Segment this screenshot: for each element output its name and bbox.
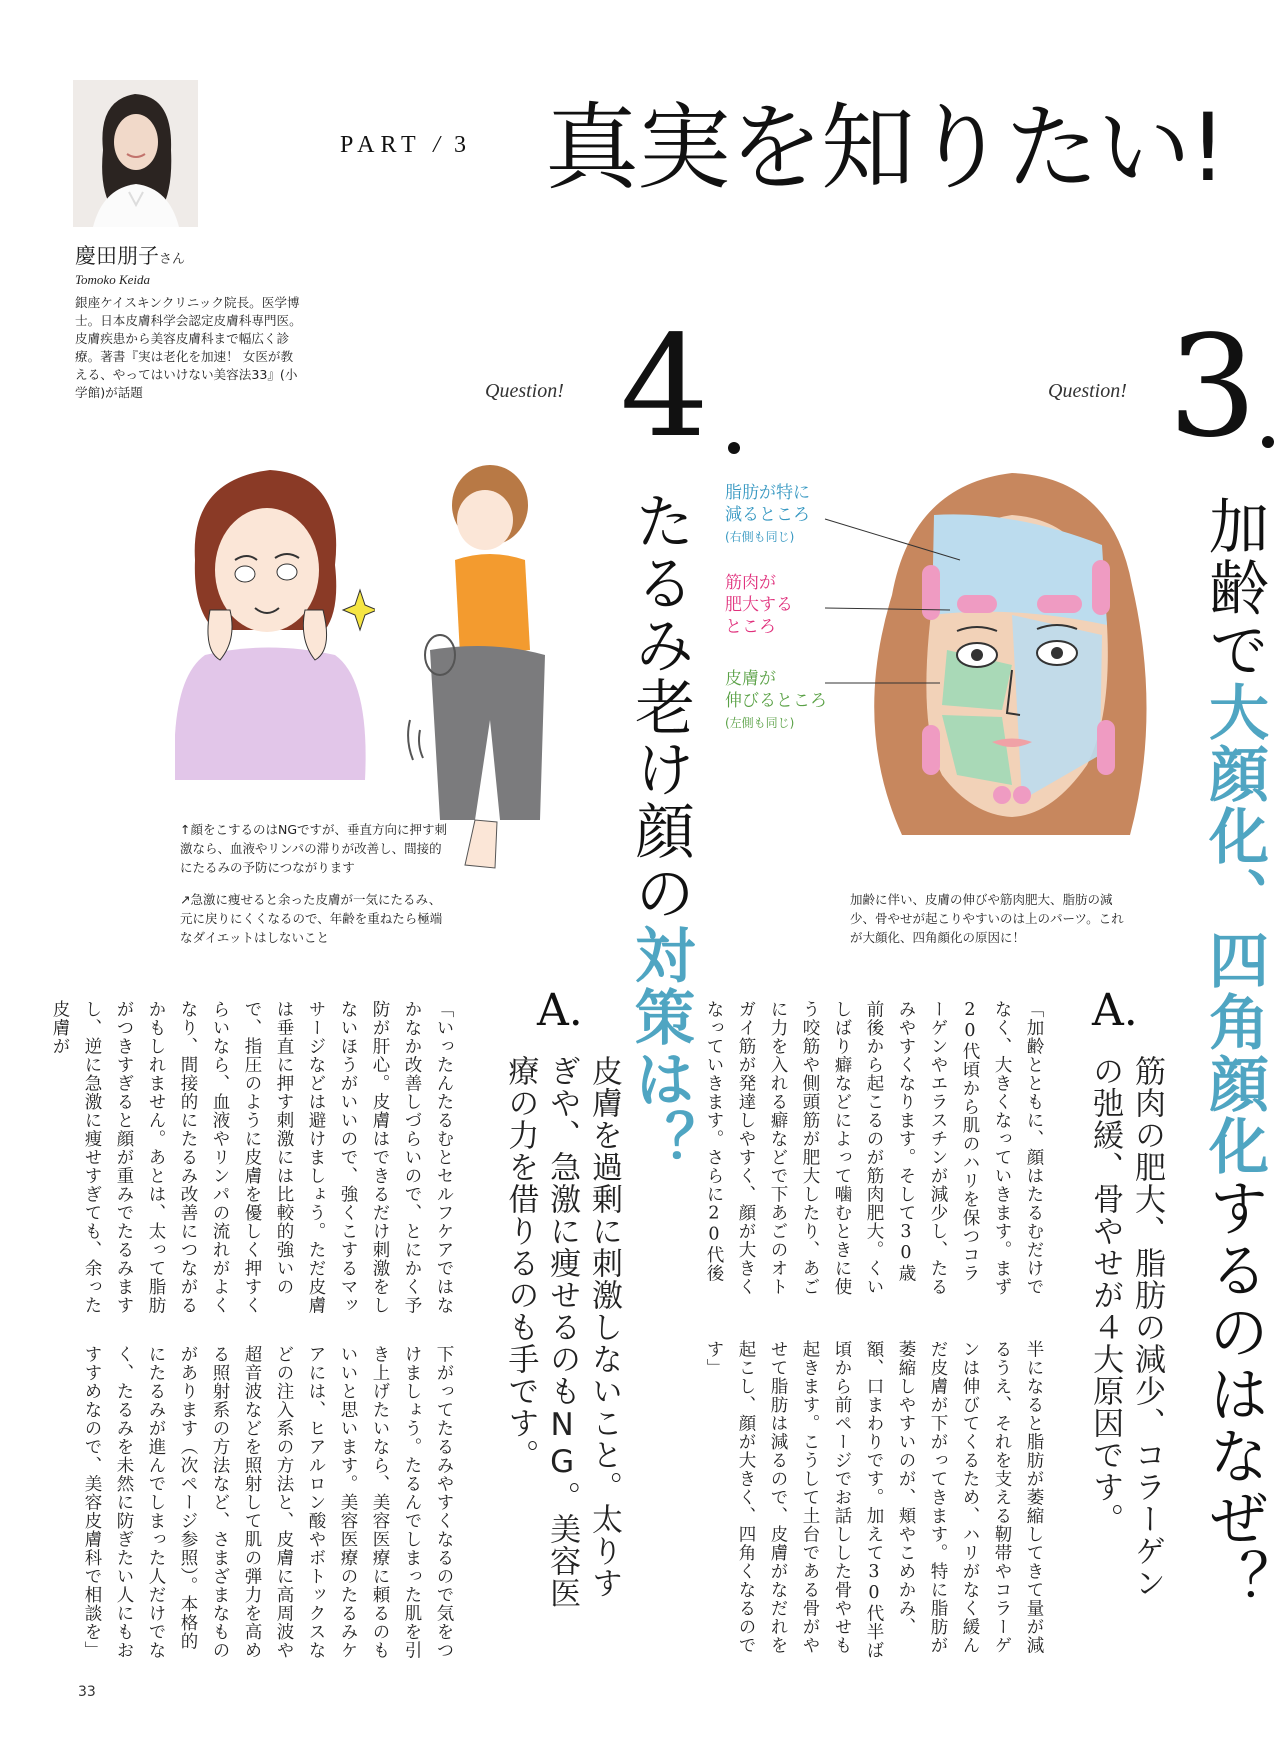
profile-photo — [73, 80, 198, 227]
q3-number: 3 — [1168, 306, 1258, 469]
label-skin-line2: 伸びるところ — [725, 691, 827, 711]
q3-answer-mark: A. — [1092, 985, 1138, 1036]
label-fat — [725, 482, 810, 548]
q3-body-lower: 半になると脂肪が萎縮してきて量が減るうえ、それを支える靭帯やコラーゲンは伸びてくるため、ハリがなく緩んだ皮膚が下がってきます。特に脂肪が萎縮しやすいのが、頬やこめかみ、額、口まわりです。加えて30代半ば頃から前ページでお話しした骨やせも起きます。こうして土台である骨がやせて脂肪は減るので、皮膚がなだれを起こし、顔が大きく、四角くなるのです」 — [704, 1340, 1044, 1660]
q3-answer-headline: 筋肉の肥大、脂肪の減少、コラーゲンの弛緩、骨やせが４大原因です。 — [1087, 1055, 1165, 1599]
q4-label: Question! — [485, 380, 564, 402]
q4-caption-face: ↑顔をこするのはNGですが、垂直方向に押す刺激なら、血液やリンパの滞りが改善し、間接的にたるみの予防につながります — [180, 822, 448, 875]
label-skin — [725, 668, 827, 734]
doctor-name-roman: Tomoko Keida — [75, 272, 150, 287]
q4-heading-highlight: 対策は？ — [625, 924, 695, 1172]
q4-caption-diet: ↗急激に痩せると余った皮膚が一気にたるみ、元に戻りにくくなるので、年齢を重ねたら極端なダイエットはしないこと — [180, 892, 443, 945]
label-muscle-line2: 肥大する — [725, 595, 793, 615]
q4-number: 4 — [620, 306, 710, 469]
doctor-name — [75, 240, 185, 270]
q3-heading — [1199, 495, 1269, 1675]
label-muscle — [725, 572, 793, 638]
q4-body-lower: 下がってたるみやすくなるので気をつけましょう。たるんでしまった肌を引き上げたいなら、美容医療に頼るのもいいと思います。美容医療のたるみケアには、ヒアルロン酸やボトックスなどの注入系の方法と、皮膚に高周波や超音波などを照射して肌の弾力を高める照射系の方法など、さまざまなものがあります（次ページ参照）。本格的にたるみが進んでしまった人だけでなく、たるみを未然に防ぎたい人にもおすすめなので、美容皮膚科で相談を」 — [82, 1345, 454, 1660]
q4-answer-headline: 皮膚を過剰に刺激しないこと。太りすぎや、急激に痩せるのもNG。美容医療の力を借りるのも手です。 — [502, 1055, 622, 1609]
label-muscle-line1: 筋肉が — [725, 573, 776, 593]
q4-heading — [625, 490, 695, 1290]
q4-heading-part1: たるみ老け顔の — [625, 490, 695, 924]
q4-body-upper: 「いったんたるむとセルフケアではなかなか改善しづらいので、とにかく予防が肝心。皮膚はできるだけ刺激をしないほうがいいので、強くこするマッサージなどは避けましょう。ただ皮膚は垂直に押す刺激には比較的強いので、指圧のように皮膚を優しく押すくらいなら、血液やリンパの流れがよくなり、間接的にたるみ改善につながるかもしれません。あとは、太って脂肪がつきすぎると顔が重みでたるみますし、逆に急激に痩せすぎても、余った皮膚が — [50, 1000, 454, 1315]
label-muscle-line3: ところ — [725, 617, 776, 637]
q3-heading-part1: 加齢で — [1199, 495, 1269, 681]
q3-dot — [1262, 436, 1274, 448]
doctor-bio: 銀座ケイスキンクリニック院長。医学博士。日本皮膚科学会認定皮膚科専門医。皮膚疾患から美容皮膚科まで幅広く診療。著書『実は老化を加速！ 女医が教える、やってはいけない美容法33』(小学館)が話題 — [75, 295, 302, 400]
man-baggy-pants-illustration — [405, 460, 555, 880]
name-text: 慶田朋子 — [75, 244, 159, 268]
q4-answer-mark: A. — [537, 985, 583, 1036]
part-label — [340, 132, 472, 159]
label-fat-line1: 脂肪が特に — [725, 483, 810, 503]
label-skin-line1: 皮膚が — [725, 669, 776, 689]
name-honorific: さん — [159, 252, 186, 267]
q4-dot — [728, 442, 740, 454]
page-number: 33 — [78, 1684, 96, 1700]
part-number: 3 — [453, 132, 472, 158]
part-slash: / — [433, 132, 442, 158]
label-skin-sub: (左側も同じ) — [725, 716, 795, 730]
q3-heading-part3: するのはなぜ？ — [1199, 1177, 1269, 1611]
q3-heading-highlight: 大顔化、四角顔化 — [1199, 681, 1269, 1177]
q3-label: Question! — [1048, 380, 1127, 402]
q3-caption: 加齢に伴い、皮膚の伸びや筋肉肥大、脂肪の減少、骨やせが起こりやすいのは上のパーツ。これが大顔化、四角顔化の原因に！ — [850, 892, 1124, 945]
q3-body-upper: 「加齢とともに、顔はたるむだけでなく、大きくなっていきます。まず20代頃から肌のハリを保つコラーゲンやエラスチンが減少し、たるみやすくなります。そして30歳前後から起こるのが筋肉肥大。くいしばり癖などによって噛むときに使う咬筋や側頭筋が肥大したり、あごに力を入れる癖などで下あごのオトガイ筋が発達しやすく、顔が大きくなっていきます。さらに20代後 — [704, 1000, 1044, 1296]
label-fat-sub: (右側も同じ) — [725, 530, 795, 544]
woman-pressing-face-illustration — [175, 460, 375, 780]
part-text: PART — [340, 132, 422, 158]
label-fat-line2: 減るところ — [725, 505, 810, 525]
label-leader-lines — [820, 505, 980, 705]
page-title: 真実を知りたい! — [545, 94, 1225, 203]
